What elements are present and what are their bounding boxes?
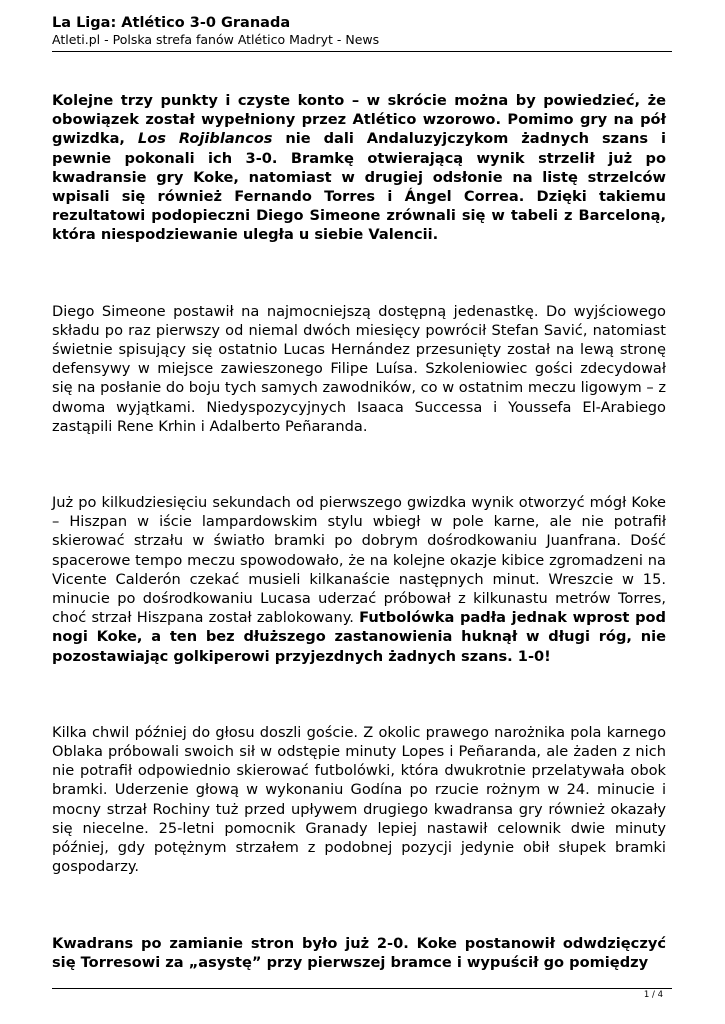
first-goal-bold-text: Futbolówka padła jednak wprost pod nogi Koke, a ten bez dłuższego zastanowienia huknął w długi róg, nie pozostawiając golkiperowi przyjezdnych żadnych szans. 1-0! — [52, 609, 666, 665]
paragraph-first-goal — [52, 493, 666, 666]
paragraph-lineup: Diego Simeone postawił na najmocniejszą dostępną jedenastkę. Do wyjściowego składu po raz pierwszy od niemal dwóch miesięcy powrócił Stefan Savić, natomiast świetnie spisujący się ostatnio Lucas Hernández przesunięty został na lewą stronę defensywy w miejsce zawieszonego Filipe Luísa. Szkoleniowiec gości zdecydował się na posłanie do boju tych samych zawodników, co w ostatnim meczu ligowym – z dwoma wyjątkami. Niedyspozycyjnych Isaaca Successa i Youssefa El-Arabiego zastąpili Rene Krhin i Adalberto Peñaranda. — [52, 302, 666, 435]
footer-divider — [52, 988, 672, 989]
lead-text-1: Kolejne trzy punkty i czyste konto – w skrócie można by powiedzieć, że obowiązek został wypełniony przez Atlético wzorowo. Pomimo gry na pół gwizdka, — [52, 92, 666, 148]
article-title: La Liga: Atlético 3-0 Granada — [52, 15, 291, 31]
paragraph-second-half: Kwadrans po zamianie stron było już 2-0. Koke postanowił odwdzięczyć się Torresowi za „asystę” przy pierwszej bramce i wypuścił go pomiędzy — [52, 934, 666, 971]
lead-text-2: nie dali Andaluzyjczykom żadnych szans i pewnie pokonali ich 3-0. Bramkę otwierającą wynik strzelił już po kwadransie gry Koke, natomiast w drugiej odsłonie na listę strzelców wpisali się również Fernando Torres i Ángel Correa. Dzięki takiemu rezultatowi podopieczni Diego Simeone zrównali się w tabeli z Barceloną, która niespodziewanie uległa u siebie Valencii. — [52, 130, 666, 244]
lead-paragraph — [52, 91, 666, 245]
article-body — [52, 91, 666, 972]
paragraph-granada-chances: Kilka chwil później do głosu doszli goście. Z okolic prawego narożnika pola karnego Oblaka próbowali swoich sił w odstępie minuty Lopes i Peñaranda, ale żaden z nich nie potrafił odpowiednio skierować futbolówki, która dwukrotnie przelatywała obok bramki. Uderzenie głową w wykonaniu Godína po rzucie rożnym w 24. minucie i mocny strzał Rochiny tuż przed upływem drugiego kwadransa gry również okazały się niecelne. 25-letni pomocnik Granady lepiej nastawił celownik dwie minuty później, gdy potężnym strzałem z podobnej pozycji jedynie obił słupek bramki gospodarzy. — [52, 723, 666, 876]
lead-italic-text: Los Rojiblancos — [137, 130, 273, 148]
site-subtitle: Atleti.pl - Polska strefa fanów Atlético Madryt - News — [52, 32, 380, 47]
first-goal-text: Już po kilkudziesięciu sekundach od pierwszego gwizdka wynik otworzyć mógł Koke – Hiszpan w iście lampardowskim stylu wbiegł w pole karne, ale nie potrafił skierować strzału w światło bramki po dobrym dośrodkowaniu Juanfrana. Dość spacerowe tempo meczu spowodowało, że na kolejne okazje kibice zgromadzeni na Vicente Calderón czekać musieli kilkanaście następnych minut. Wreszcie w 15. minucie po dośrodkowaniu Lucasa uderzać próbował z kilkunastu metrów Torres, choć strzał Hiszpana został zablokowany. — [52, 494, 666, 627]
header-divider — [52, 51, 672, 52]
page-number: 1 / 4 — [643, 990, 663, 1000]
document-header — [52, 14, 672, 48]
